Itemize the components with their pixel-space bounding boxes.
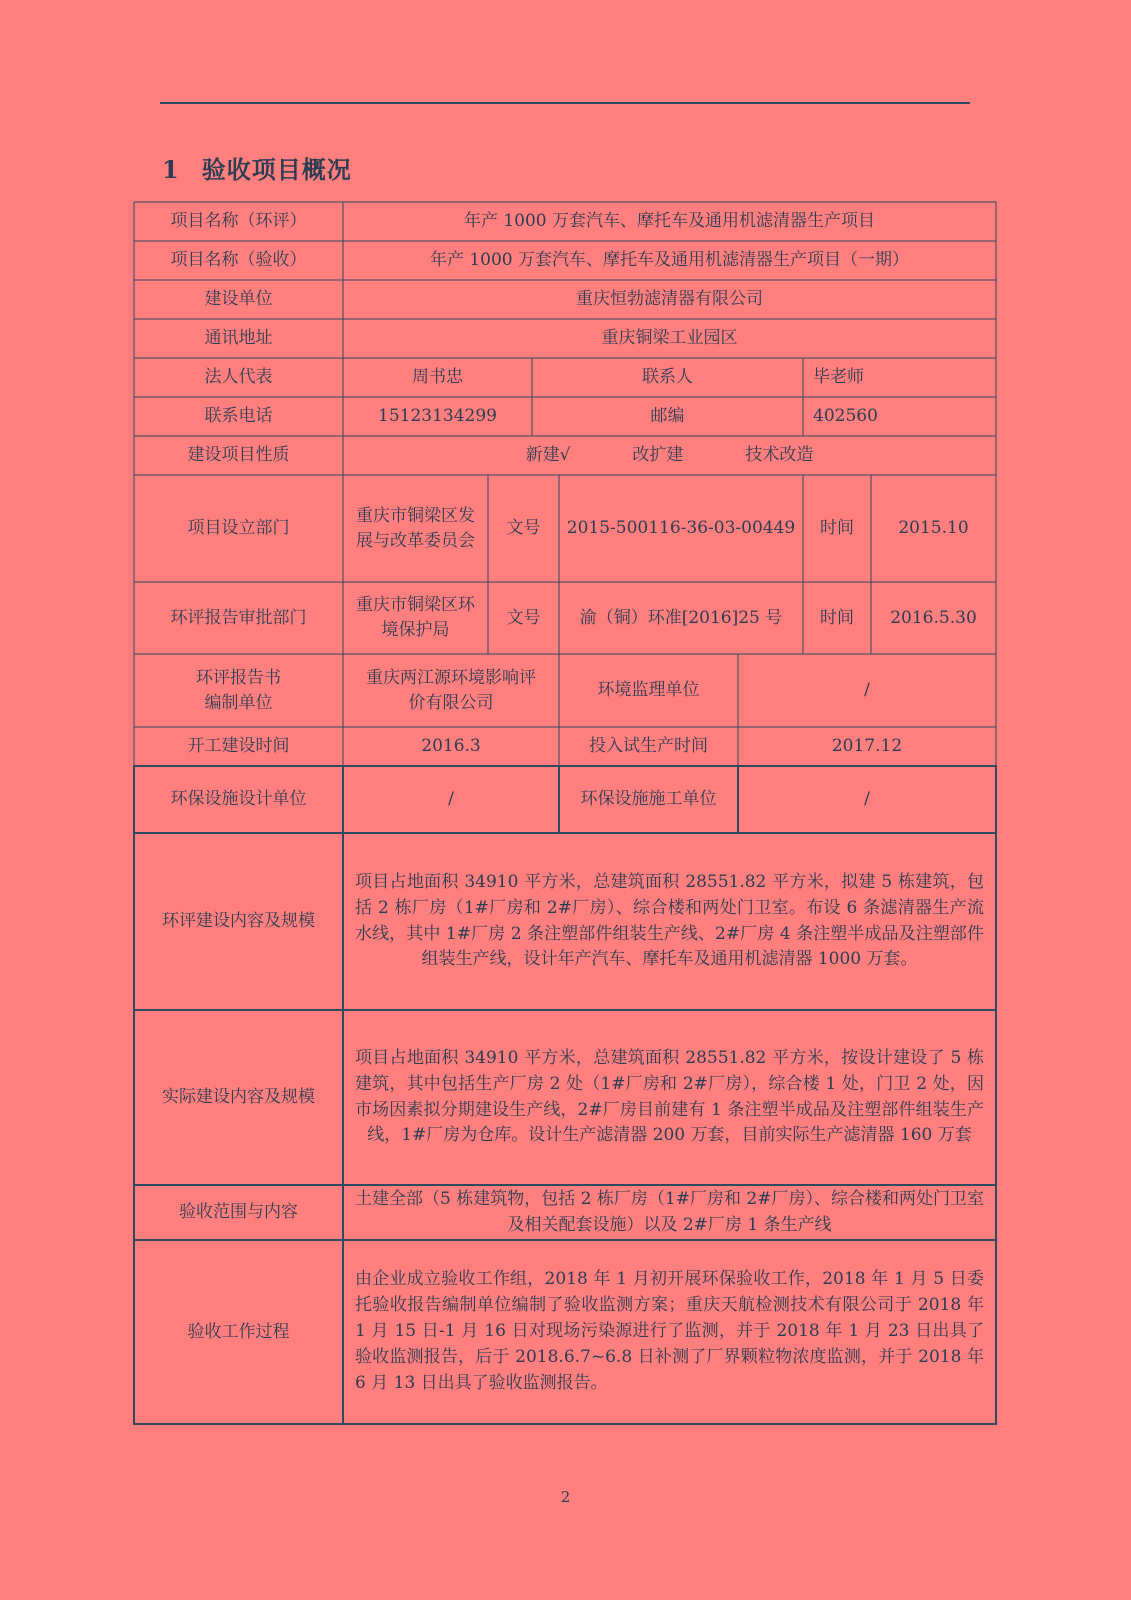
value-project-nature bbox=[343, 436, 996, 475]
label-approval-doc: 文号 bbox=[506, 518, 541, 539]
value-address: 重庆铜梁工业园区 bbox=[601, 328, 738, 349]
label-legal-rep: 法人代表 bbox=[204, 367, 273, 388]
label-trial-date: 投入试生产时间 bbox=[589, 736, 708, 757]
value-contact: 毕老师 bbox=[813, 367, 864, 388]
label-eia-dept: 环评报告审批部门 bbox=[170, 607, 307, 628]
label-contact: 联系人 bbox=[642, 367, 693, 388]
label-project-name-eia: 项目名称（环评） bbox=[170, 211, 307, 232]
label-phone: 联系电话 bbox=[204, 406, 273, 427]
value-approval-dept: 重庆市铜梁区发展与改革委员会 bbox=[356, 505, 475, 551]
value-approval-doc: 2015-500116-36-03-00449 bbox=[566, 518, 796, 539]
value-trial-date: 2017.12 bbox=[831, 736, 903, 757]
value-postcode: 402560 bbox=[813, 406, 878, 427]
nature-option-tech: 技术改造 bbox=[745, 445, 814, 466]
value-acceptance-process: 由企业成立验收工作组，2018 年 1 月初开展环保验收工作，2018 年 1 月 5 日委托验收报告编制单位编制了验收监测方案；重庆天航检测技术有限公司于 2018 年 1 月 15 日-1 月 16 日对现场污染源进行了监测，并于 2018 年 1 月 23 日出具了验收监测报告，后于 2018.6.7~6.8 日补测了厂界颗粒物浓度监测，并于 2018 年 6 月 13 日出具了验收监测报告。 bbox=[355, 1269, 984, 1393]
label-project-name-acceptance: 项目名称（验收） bbox=[170, 250, 307, 271]
value-eia-dept: 重庆市铜梁区环境保护局 bbox=[356, 595, 475, 640]
value-eia-doc: 渝（铜）环准[2016]25 号 bbox=[579, 607, 783, 628]
label-supervisor: 环境监理单位 bbox=[597, 680, 700, 701]
nature-option-new: 新建√ bbox=[525, 445, 571, 466]
label-eia-doc: 文号 bbox=[506, 607, 541, 628]
value-approval-time: 2015.10 bbox=[898, 518, 969, 539]
value-eia-time: 2016.5.30 bbox=[890, 607, 977, 628]
value-env-design: / bbox=[448, 789, 454, 810]
value-eia-author: 重庆两江源环境影响评价有限公司 bbox=[366, 667, 536, 713]
label-approval-dept: 项目设立部门 bbox=[187, 518, 290, 539]
value-project-name-acceptance: 年产 1000 万套汽车、摩托车及通用机滤清器生产项目（一期） bbox=[429, 250, 910, 271]
value-actual-scope: 项目占地面积 34910 平方米，总建筑面积 28551.82 平方米，按设计建设了 5 栋建筑，其中包括生产厂房 2 处（1#厂房和 2#厂房），综合楼 1 处，门卫 2 处，因市场因素拟分期建设生产线，2#厂房目前建有 1 条注塑半成品及注塑部件组装生产线，1#厂房为仓库。设计生产滤清器 200 万套，目前实际生产滤清器 160 万套 bbox=[355, 1047, 984, 1146]
label-builder: 建设单位 bbox=[204, 289, 273, 310]
label-eia-scope: 环评建设内容及规模 bbox=[162, 911, 315, 932]
label-project-nature: 建设项目性质 bbox=[187, 445, 290, 466]
value-start-date: 2016.3 bbox=[421, 736, 481, 757]
label-start-date: 开工建设时间 bbox=[187, 736, 290, 757]
page-number: 2 bbox=[560, 1488, 571, 1506]
label-eia-author: 环评报告书编制单位 bbox=[196, 667, 281, 713]
header-rule bbox=[160, 102, 970, 104]
label-eia-time: 时间 bbox=[820, 607, 854, 628]
section-heading: 验收项目概况 bbox=[201, 155, 352, 184]
value-builder: 重庆恒勃滤清器有限公司 bbox=[576, 289, 763, 310]
label-postcode: 邮编 bbox=[650, 406, 685, 427]
label-acceptance-process: 验收工作过程 bbox=[187, 1321, 290, 1342]
value-legal-rep: 周书忠 bbox=[412, 367, 463, 388]
label-env-design: 环保设施设计单位 bbox=[170, 789, 307, 810]
value-supervisor: / bbox=[864, 680, 870, 701]
label-actual-scope: 实际建设内容及规模 bbox=[162, 1087, 315, 1108]
label-acceptance-scope: 验收范围与内容 bbox=[179, 1202, 298, 1223]
label-approval-time: 时间 bbox=[820, 518, 854, 539]
label-address: 通讯地址 bbox=[204, 328, 273, 349]
value-acceptance-scope: 土建全部（5 栋建筑物，包括 2 栋厂房（1#厂房和 2#厂房）、综合楼和两处门卫室及相关配套设施）以及 2#厂房 1 条生产线 bbox=[355, 1188, 984, 1235]
value-eia-scope: 项目占地面积 34910 平方米，总建筑面积 28551.82 平方米，拟建 5 栋建筑，包括 2 栋厂房（1#厂房和 2#厂房）、综合楼和两处门卫室。布设 6 条滤清器生产流水线，其中 1#厂房 2 条注塑部件组装生产线、2#厂房 4 条注塑半成品及注塑部件组装生产线，设计年产汽车、摩托车及通用机滤清器 1000 万套。 bbox=[355, 871, 984, 970]
value-project-name-eia: 年产 1000 万套汽车、摩托车及通用机滤清器生产项目 bbox=[463, 211, 876, 232]
value-env-build: / bbox=[864, 789, 870, 810]
section-number: 1 bbox=[162, 155, 180, 184]
value-phone: 15123134299 bbox=[378, 406, 497, 427]
section-title bbox=[162, 150, 352, 185]
nature-option-expand: 改扩建 bbox=[632, 445, 684, 466]
label-env-build: 环保设施施工单位 bbox=[580, 789, 717, 810]
